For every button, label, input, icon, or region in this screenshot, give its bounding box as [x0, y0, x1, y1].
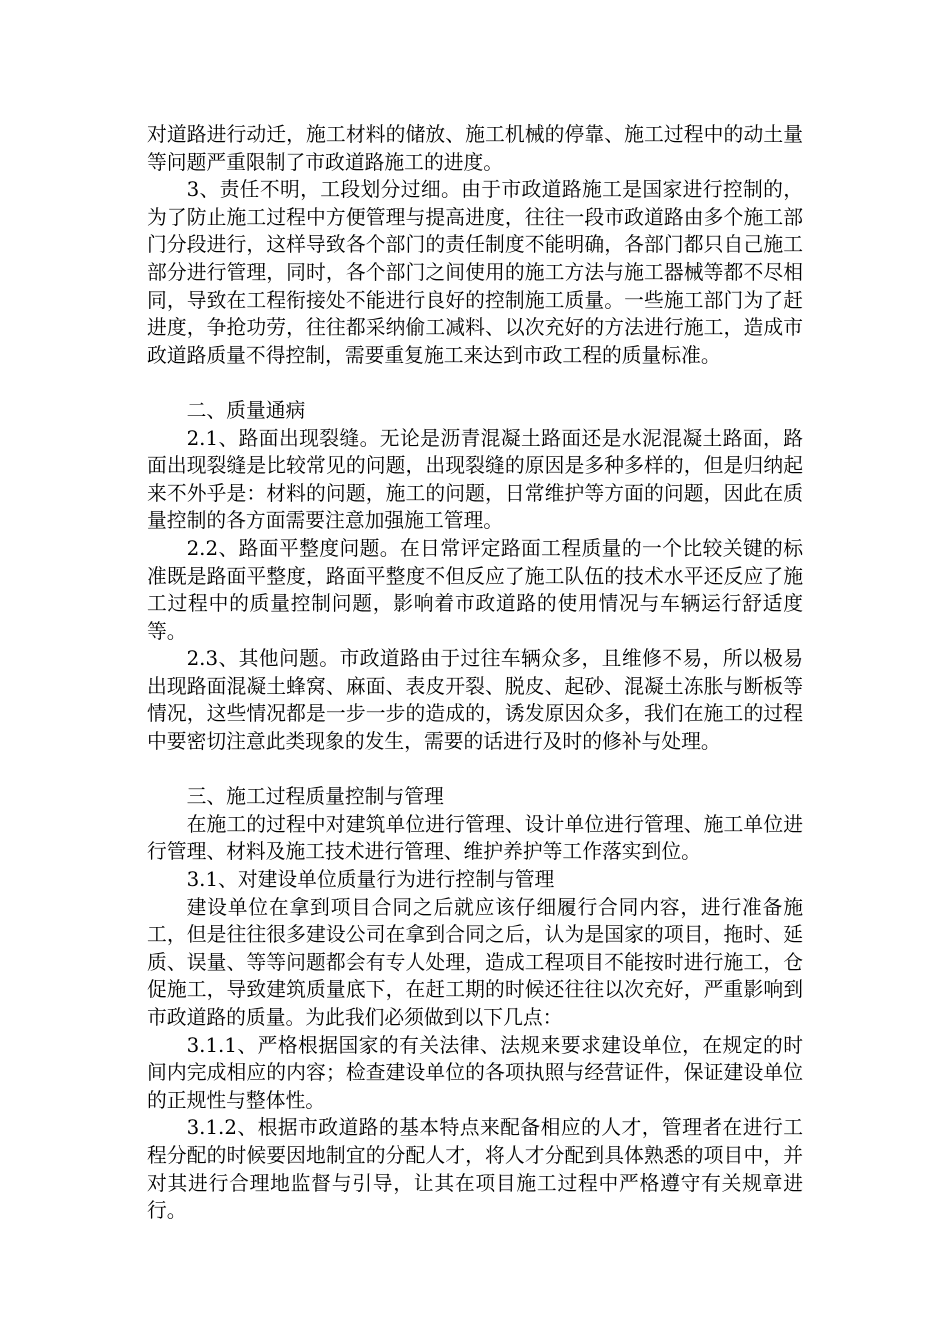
paragraph-responsibility: 3、责任不明，工段划分过细。由于市政道路施工是国家进行控制的，为了防止施工过程中方便管理与提高进度，往往一段市政道路由多个施工部门分段进行，这样导致各个部门的责任制度不能明确，各部门都只自己施工部分进行管理，同时，各个部门之间使用的施工方法与施工器械等都不尽相同，导致在工程衔接处不能进行良好的控制施工质量。一些施工部门为了赶进度，争抢功劳，往往都采纳偷工减料、以次充好的方法进行施工，造成市政道路质量不得控制，需要重复施工来达到市政工程的质量标准。 — [147, 178, 803, 367]
paragraph-3-1-2: 3.1.2、根据市政道路的基本特点来配备相应的人才，管理者在进行工程分配的时候要因地制宜的分配人才，将人才分配到具体熟悉的项目中，并对其进行合理地监督与引导，让其在项目施工过程中严格遵守有关规章进行。 — [147, 1116, 803, 1223]
paragraph-continuation: 对道路进行动迁，施工材料的储放、施工机械的停靠、施工过程中的动土量等问题严重限制了市政道路施工的进度。 — [147, 123, 803, 174]
paragraph-2-1-cracks: 2.1、路面出现裂缝。无论是沥青混凝土路面还是水泥混凝土路面，路面出现裂缝是比较常见的问题，出现裂缝的原因是多种多样的，但是归纳起来不外乎是：材料的问题，施工的问题，日常维护等方面的问题，因此在质量控制的各方面需要注意加强施工管理。 — [147, 426, 803, 533]
paragraph-control-intro: 在施工的过程中对建筑单位进行管理、设计单位进行管理、施工单位进行管理、材料及施工技术进行管理、维护养护等工作落实到位。 — [147, 812, 803, 864]
subheading-3-1: 3.1、对建设单位质量行为进行控制与管理 — [186, 868, 555, 892]
paragraph-3-1-1: 3.1.1、严格根据国家的有关法律、法规来要求建设单位，在规定的时间内完成相应的内容；检查建设单位的各项执照与经营证件，保证建设单位的正规性与整体性。 — [147, 1033, 803, 1112]
paragraph-3-1-body: 建设单位在拿到项目合同之后就应该仔细履行合同内容，进行准备施工，但是往往很多建设公司在拿到合同之后，认为是国家的项目，拖时、延质、误量、等等问题都会有专人处理，造成工程项目不能按时进行施工，仓促施工，导致建筑质量底下，在赶工期的时候还往往以次充好，严重影响到市政道路的质量。为此我们必须做到以下几点： — [147, 895, 803, 1029]
document-page — [147, 121, 803, 1225]
paragraph-2-3-other: 2.3、其他问题。市政道路由于过往车辆众多，且维修不易，所以极易出现路面混凝土蜂窝、麻面、表皮开裂、脱皮、起砂、混凝土冻胀与断板等情况，这些情况都是一步一步的造成的，诱发原因众多，我们在施工的过程中要密切注意此类现象的发生，需要的话进行及时的修补与处理。 — [147, 647, 803, 754]
section-heading-quality-control: 三、施工过程质量控制与管理 — [186, 785, 444, 809]
section-heading-quality-defects: 二、质量通病 — [186, 398, 306, 422]
paragraph-2-2-flatness: 2.2、路面平整度问题。在日常评定路面工程质量的一个比较关键的标准既是路面平整度，路面平整度不但反应了施工队伍的技术水平还反应了施工过程中的质量控制问题，影响着市政道路的使用情况与车辆运行舒适度等。 — [147, 536, 803, 643]
